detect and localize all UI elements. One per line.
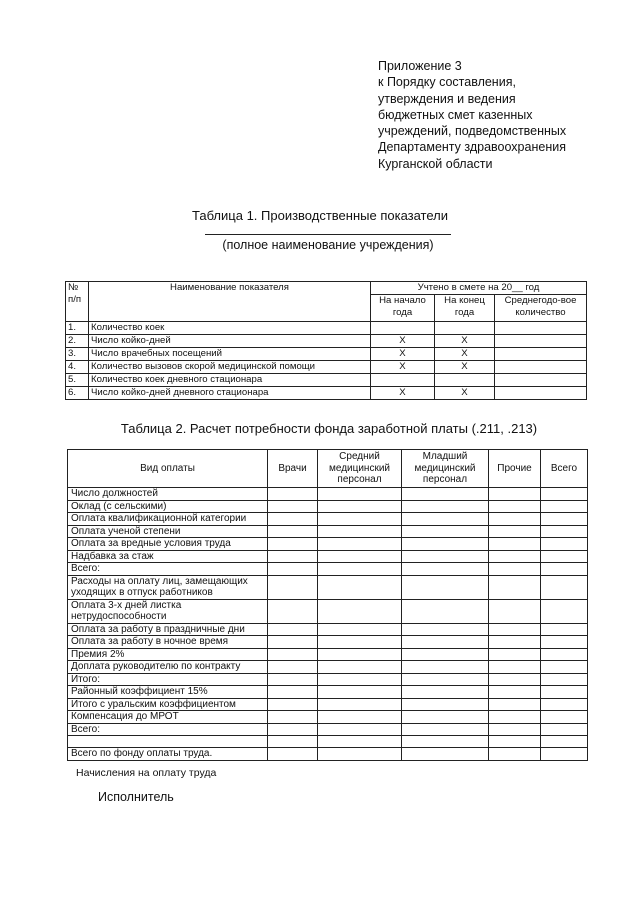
row-num: 2. [66,335,89,348]
appendix-note [378,58,566,172]
value-cell [402,648,489,661]
row-end [435,374,495,387]
value-cell [402,488,489,501]
header-payment-type: Вид оплаты [68,450,268,488]
row-end: Х [435,387,495,400]
row-avg [495,348,587,361]
value-cell [402,661,489,674]
value-cell [489,575,541,599]
value-cell [268,488,318,501]
row-end [435,322,495,335]
table-row [68,538,588,551]
value-cell [318,525,402,538]
appendix-line: Курганской области [378,156,493,171]
value-cell [318,711,402,724]
value-cell [541,748,588,761]
table-row [68,686,588,699]
table-row [66,348,587,361]
value-cell [489,673,541,686]
value-cell [318,538,402,551]
payment-type-cell: Районный коэффициент 15% [68,686,268,699]
payment-type-cell: Итого с уральским коэффициентом [68,698,268,711]
row-num: 1. [66,322,89,335]
value-cell [268,723,318,736]
value-cell [541,525,588,538]
value-cell [268,563,318,576]
header-accounted: Учтено в смете на 20__ год [371,282,587,295]
value-cell [541,736,588,748]
row-num: 4. [66,361,89,374]
payment-type-cell: Число должностей [68,488,268,501]
value-cell [402,623,489,636]
row-name: Количество коек [89,322,371,335]
value-cell [318,723,402,736]
value-cell [541,723,588,736]
header-indicator-name: Наименование показателя [89,282,371,322]
value-cell [541,623,588,636]
value-cell [268,599,318,623]
row-name: Число койко-дней [89,335,371,348]
value-cell [402,736,489,748]
value-cell [268,661,318,674]
table-row [68,723,588,736]
value-cell [402,698,489,711]
value-cell [541,711,588,724]
table2-title: Таблица 2. Расчет потребности фонда заработной платы (.211, .213) [120,421,538,436]
payroll-table-body [68,488,588,761]
table-row [66,361,587,374]
executor-label: Исполнитель [98,790,174,804]
header-total: Всего [541,450,588,488]
row-end: Х [435,361,495,374]
value-cell [318,648,402,661]
row-start: Х [371,335,435,348]
value-cell [318,563,402,576]
value-cell [402,550,489,563]
table-row [68,550,588,563]
row-num: 3. [66,348,89,361]
value-cell [268,525,318,538]
value-cell [541,661,588,674]
value-cell [318,513,402,526]
value-cell [489,748,541,761]
table-row [66,335,587,348]
org-name-caption: (полное наименование учреждения) [222,238,434,252]
table-row [68,648,588,661]
value-cell [489,698,541,711]
value-cell [268,538,318,551]
payment-type-cell: Итого: [68,673,268,686]
value-cell [489,661,541,674]
value-cell [541,636,588,649]
table-row [68,525,588,538]
row-start: Х [371,361,435,374]
value-cell [318,673,402,686]
value-cell [541,673,588,686]
value-cell [318,575,402,599]
appendix-line: Приложение 3 [378,59,462,73]
value-cell [541,648,588,661]
value-cell [489,636,541,649]
value-cell [489,525,541,538]
value-cell [541,563,588,576]
table-row [68,661,588,674]
header-start-year: На начало года [371,295,435,322]
value-cell [489,648,541,661]
row-start [371,322,435,335]
value-cell [402,563,489,576]
payment-type-cell: Всего: [68,563,268,576]
value-cell [402,538,489,551]
org-name-line [205,234,451,235]
appendix-line: к Порядку составления, [378,75,516,90]
value-cell [268,698,318,711]
table-row [68,711,588,724]
payment-type-cell: Компенсация до МРОТ [68,711,268,724]
value-cell [268,736,318,748]
value-cell [541,538,588,551]
value-cell [402,525,489,538]
value-cell [402,723,489,736]
table-row [68,736,588,748]
value-cell [318,550,402,563]
value-cell [489,488,541,501]
payment-type-cell: Оплата 3-х дней листка нетрудоспособности [68,599,268,623]
table-row [68,563,588,576]
row-name: Число врачебных посещений [89,348,371,361]
value-cell [318,661,402,674]
row-end: Х [435,348,495,361]
value-cell [318,623,402,636]
table-row [68,623,588,636]
appendix-line: учреждений, подведомственных [378,124,567,139]
value-cell [318,748,402,761]
header-annual-average: Среднегодо-вое количество [495,295,587,322]
row-num: 5. [66,374,89,387]
table-row [68,513,588,526]
table-row [68,673,588,686]
value-cell [268,500,318,513]
payment-type-cell: Оплата ученой степени [68,525,268,538]
payment-type-cell: Премия 2% [68,648,268,661]
row-name: Число койко-дней дневного стационара [89,387,371,400]
value-cell [489,711,541,724]
row-name: Количество вызовов скорой медицинской помощи [89,361,371,374]
value-cell [268,711,318,724]
value-cell [541,500,588,513]
value-cell [268,550,318,563]
row-avg [495,361,587,374]
table-row [66,387,587,400]
payment-type-cell: Оплата квалификационной категории [68,513,268,526]
header-middle-staff: Средний медицинский персонал [318,450,402,488]
value-cell [541,686,588,699]
table-row [68,488,588,501]
value-cell [268,673,318,686]
table-row [68,599,588,623]
row-avg [495,387,587,400]
value-cell [489,736,541,748]
value-cell [402,575,489,599]
value-cell [489,563,541,576]
row-start [371,374,435,387]
production-indicators-table [65,281,587,400]
value-cell [318,488,402,501]
value-cell [402,636,489,649]
row-start: Х [371,387,435,400]
value-cell [541,513,588,526]
value-cell [402,748,489,761]
payment-type-cell: Расходы на оплату лиц, замещающих уходящих в отпуск работников [68,575,268,599]
value-cell [489,513,541,526]
table-row [68,748,588,761]
value-cell [318,500,402,513]
row-num: 6. [66,387,89,400]
payment-type-cell: Всего: [68,723,268,736]
value-cell [541,575,588,599]
payment-type-cell: Надбавка за стаж [68,550,268,563]
value-cell [268,636,318,649]
value-cell [268,686,318,699]
header-junior-staff: Младший медицинский персонал [402,450,489,488]
value-cell [318,686,402,699]
value-cell [541,599,588,623]
value-cell [402,599,489,623]
row-avg [495,335,587,348]
appendix-line: Департаменту здравоохранения [378,140,566,155]
value-cell [489,723,541,736]
value-cell [318,636,402,649]
value-cell [268,513,318,526]
row-end: Х [435,335,495,348]
value-cell [402,711,489,724]
header-end-year: На конец года [435,295,495,322]
value-cell [402,500,489,513]
value-cell [402,513,489,526]
payroll-fund-table [67,449,588,761]
value-cell [268,648,318,661]
value-cell [489,686,541,699]
header-doctors: Врачи [268,450,318,488]
value-cell [541,488,588,501]
value-cell [318,698,402,711]
value-cell [268,748,318,761]
value-cell [489,500,541,513]
payroll-accruals-label: Начисления на оплату труда [76,767,217,779]
value-cell [268,575,318,599]
payment-type-cell: Доплата руководителю по контракту [68,661,268,674]
row-avg [495,322,587,335]
value-cell [318,736,402,748]
payment-type-cell: Оплата за работу в праздничные дни [68,623,268,636]
table1-title: Таблица 1. Производственные показатели [191,208,449,223]
value-cell [489,599,541,623]
table-row [68,500,588,513]
value-cell [489,623,541,636]
payment-type-cell: Всего по фонду оплаты труда. [68,748,268,761]
payment-type-cell: Оклад (с сельскими) [68,500,268,513]
value-cell [541,698,588,711]
value-cell [268,623,318,636]
row-avg [495,374,587,387]
value-cell [489,538,541,551]
payment-type-cell [68,736,268,748]
payment-type-cell: Оплата за вредные условия труда [68,538,268,551]
value-cell [402,686,489,699]
row-name: Количество коек дневного стационара [89,374,371,387]
appendix-line: утверждения и ведения [378,91,516,106]
value-cell [402,673,489,686]
payment-type-cell: Оплата за работу в ночное время [68,636,268,649]
header-other: Прочие [489,450,541,488]
value-cell [489,550,541,563]
table-row [68,636,588,649]
table-row [68,698,588,711]
table-row [68,575,588,599]
appendix-line: бюджетных смет казенных [378,107,533,122]
table-row [66,374,587,387]
value-cell [541,550,588,563]
value-cell [318,599,402,623]
header-num: № п/п [66,282,89,322]
table-row [66,322,587,335]
row-start: Х [371,348,435,361]
